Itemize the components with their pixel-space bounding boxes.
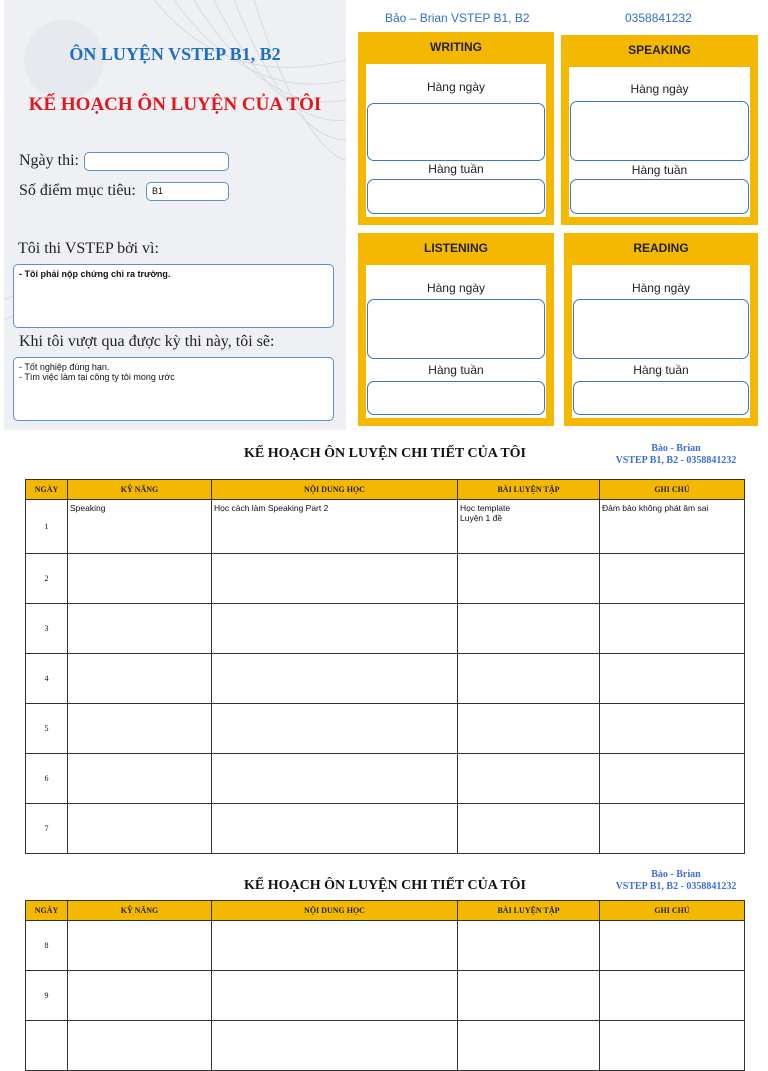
daily-input[interactable]: [367, 299, 545, 359]
skill-cell[interactable]: [68, 704, 212, 754]
table-row: [26, 754, 745, 804]
weekly-input[interactable]: [367, 179, 545, 214]
outcome-value: - Tốt nghiệp đúng hạn. - Tìm việc làm tại công ty tôi mong ước: [19, 362, 175, 382]
skill-box-reading: [564, 233, 758, 426]
exam-date-value: [85, 153, 228, 161]
skill-cell[interactable]: [68, 654, 212, 704]
practice-cell[interactable]: Học template Luyện 1 đề: [458, 500, 600, 554]
plan-table-1: [25, 479, 745, 854]
target-score-label: Số điểm mục tiêu:: [19, 182, 136, 199]
skill-cell[interactable]: [68, 921, 212, 971]
practice-cell[interactable]: [458, 921, 600, 971]
content-cell[interactable]: Học cách làm Speaking Part 2: [212, 500, 458, 554]
header-phone: 0358841232: [625, 11, 692, 25]
practice-cell[interactable]: [458, 654, 600, 704]
plan-title-2: KẾ HOẠCH ÔN LUYỆN CHI TIẾT CỦA TÔI: [243, 878, 526, 893]
day-cell: 4: [26, 654, 68, 704]
plan-info-2: [596, 869, 756, 893]
note-cell[interactable]: [600, 604, 745, 654]
plan-table-2: [25, 900, 745, 1071]
skill-cell[interactable]: [68, 754, 212, 804]
reason-field[interactable]: [13, 264, 334, 328]
content-cell[interactable]: [212, 1021, 458, 1071]
practice-cell[interactable]: [458, 804, 600, 854]
skill-cell[interactable]: [68, 1021, 212, 1071]
daily-input[interactable]: [367, 103, 545, 161]
practice-cell[interactable]: [458, 554, 600, 604]
skill-cell[interactable]: [68, 971, 212, 1021]
practice-cell[interactable]: [458, 604, 600, 654]
skill-box-speaking: [561, 35, 758, 225]
note-cell[interactable]: [600, 554, 745, 604]
note-cell[interactable]: [600, 754, 745, 804]
exam-date-label: Ngày thi:: [19, 152, 79, 169]
page-title: ÔN LUYỆN VSTEP B1, B2: [69, 44, 281, 64]
daily-input[interactable]: [573, 299, 749, 359]
content-cell[interactable]: [212, 654, 458, 704]
table-row: [26, 500, 745, 554]
practice-cell[interactable]: [458, 1021, 600, 1071]
col-skill: KỸ NĂNG: [68, 480, 212, 500]
plan-info-contact: VSTEP B1, B2 - 0358841232: [615, 881, 737, 892]
table-row: [26, 604, 745, 654]
reason-label: Tôi thi VSTEP bởi vì:: [18, 240, 159, 257]
weekly-input[interactable]: [570, 179, 749, 214]
day-cell: 3: [26, 604, 68, 654]
practice-cell[interactable]: [458, 754, 600, 804]
skill-name: READING: [633, 241, 689, 255]
table-header: [26, 480, 745, 500]
day-cell: 1: [26, 500, 68, 554]
skill-box-listening: [358, 233, 554, 426]
daily-input[interactable]: [570, 101, 749, 161]
col-content: NỘI DUNG HỌC: [212, 901, 458, 921]
day-cell: 9: [26, 971, 68, 1021]
weekly-label: Hàng tuần: [633, 363, 689, 377]
col-note: GHI CHÚ: [600, 901, 745, 921]
skill-cell[interactable]: [68, 554, 212, 604]
daily-label: Hàng ngày: [426, 80, 486, 94]
day-cell: [26, 1021, 68, 1071]
content-cell[interactable]: [212, 554, 458, 604]
col-day: NGÀY: [26, 901, 68, 921]
day-cell: 5: [26, 704, 68, 754]
outcome-label: Khi tôi vượt qua được kỳ thi này, tôi sẽ:: [19, 333, 275, 350]
content-cell[interactable]: [212, 604, 458, 654]
practice-cell[interactable]: [458, 704, 600, 754]
weekly-label: Hàng tuần: [428, 162, 484, 176]
table-row: [26, 654, 745, 704]
note-cell[interactable]: [600, 654, 745, 704]
practice-cell[interactable]: [458, 971, 600, 1021]
target-score-field[interactable]: [146, 182, 229, 201]
table-row: [26, 804, 745, 854]
skill-name: WRITING: [430, 40, 482, 54]
day-cell: 8: [26, 921, 68, 971]
day-cell: 2: [26, 554, 68, 604]
goal-card: [4, 0, 346, 430]
day-cell: 7: [26, 804, 68, 854]
skill-name: SPEAKING: [628, 43, 691, 57]
content-cell[interactable]: [212, 704, 458, 754]
exam-date-field[interactable]: [84, 152, 229, 171]
plan-info-author: Bảo - Brian: [651, 869, 701, 880]
weekly-label: Hàng tuần: [631, 163, 688, 177]
note-cell[interactable]: [600, 971, 745, 1021]
table-header: [26, 901, 745, 921]
plan-info-author: Bảo - Brian: [651, 443, 701, 454]
day-cell: 6: [26, 754, 68, 804]
daily-label: Hàng ngày: [630, 82, 689, 96]
page-subtitle: KẾ HOẠCH ÔN LUYỆN CỦA TÔI: [28, 94, 322, 115]
target-score-value: B1: [152, 186, 164, 196]
content-cell[interactable]: [212, 754, 458, 804]
note-cell[interactable]: [600, 804, 745, 854]
plan-info-contact: VSTEP B1, B2 - 0358841232: [615, 455, 737, 466]
outcome-field[interactable]: [13, 357, 334, 421]
daily-label: Hàng ngày: [426, 281, 486, 295]
skill-cell[interactable]: [68, 604, 212, 654]
content-cell[interactable]: [212, 971, 458, 1021]
table-row: [26, 704, 745, 754]
skill-cell[interactable]: Speaking: [68, 500, 212, 554]
col-content: NỘI DUNG HỌC: [212, 480, 458, 500]
content-cell[interactable]: [212, 804, 458, 854]
plan-title: KẾ HOẠCH ÔN LUYỆN CHI TIẾT CỦA TÔI: [243, 446, 526, 461]
col-practice: BÀI LUYỆN TẬP: [458, 480, 600, 500]
header-author: Bảo – Brian VSTEP B1, B2: [385, 11, 530, 25]
note-cell[interactable]: [600, 704, 745, 754]
skill-name: LISTENING: [423, 241, 488, 255]
col-day: NGÀY: [26, 480, 68, 500]
table-row: [26, 554, 745, 604]
weekly-input[interactable]: [573, 381, 749, 415]
col-practice: BÀI LUYỆN TẬP: [458, 901, 600, 921]
table-row: [26, 971, 745, 1021]
plan-info: [596, 443, 756, 467]
col-skill: KỸ NĂNG: [68, 901, 212, 921]
weekly-input[interactable]: [367, 381, 545, 415]
note-cell[interactable]: Đảm bảo không phát âm sai: [600, 500, 745, 554]
skill-box-writing: [358, 32, 554, 225]
table-row: [26, 921, 745, 971]
content-cell[interactable]: [212, 921, 458, 971]
table-row: [26, 1021, 745, 1071]
weekly-label: Hàng tuần: [428, 363, 484, 377]
note-cell[interactable]: [600, 921, 745, 971]
daily-label: Hàng ngày: [631, 281, 691, 295]
col-note: GHI CHÚ: [600, 480, 745, 500]
note-cell[interactable]: [600, 1021, 745, 1071]
reason-value: - Tôi phải nộp chứng chỉ ra trường.: [19, 269, 171, 279]
skill-cell[interactable]: [68, 804, 212, 854]
